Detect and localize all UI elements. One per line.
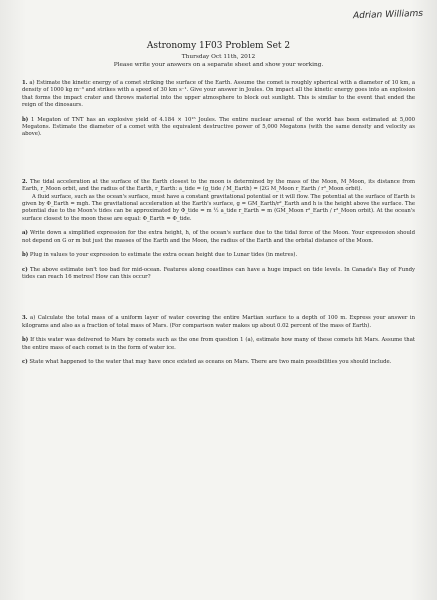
date-line: Thursday Oct 11th, 2012	[181, 54, 256, 60]
question-text: Estimate the kinetic energy of a comet striking the surface of the Earth. Assume the comet is roughly spherical with a diameter of 10 km, a density of 1000 kg m⁻³ and strikes with a speed of 30 km s⁻¹. Give your answer in Joules. On impact all the kinetic energy goes into an explosion that forms the impact crater and throws material into the upper atmosphere to block out sunlight. This is similar to the event that ended the reign of the dinosaurs.	[22, 80, 415, 109]
part-letter: c)	[22, 266, 28, 273]
question-3c	[22, 359, 415, 366]
question-2a	[22, 230, 415, 245]
question-2b	[22, 252, 415, 259]
handwritten-signature: Adrian Williams	[352, 8, 424, 22]
part-letter: a)	[22, 230, 28, 237]
question-1a	[22, 80, 415, 110]
part-letter: a)	[29, 80, 35, 86]
question-text: 1 Megaton of TNT has an explosive yield of 4.184 × 10¹⁵ Joules. The entire nuclear arsenal of the world has been estimated at 5,000 Megatons. Estimate the diameter of a comet with the equivalent destructive power of 5,000 Megatons (with the same density and velocity as above).	[22, 116, 415, 138]
question-text: Calculate the total mass of a uniform layer of water covering the entire Martian surface to a depth of 100 m. Express your answer in kilograms and also as a fraction of total mass of Mars. (For comparison water makes up about 0.02 percent of the mass of Earth).	[22, 315, 416, 329]
question-2-fluid	[22, 194, 415, 224]
question-text: Write down a simplified expression for the extra height, h, of the ocean's surface due to the tidal force of the Moon. Your expression should not depend on G or m but just the masses of the Earth and the Moon, the radius of the Earth and the orbital distance of the Moon.	[22, 230, 415, 244]
page-title: Astronomy 1F03 Problem Set 2	[146, 41, 291, 51]
question-number: 3.	[22, 315, 28, 322]
questions-body	[22, 80, 415, 366]
part-letter: b)	[22, 337, 29, 344]
question-text: Plug in values to your expression to estimate the extra ocean height due to Lunar tides (in metres).	[29, 252, 298, 259]
document-header	[0, 40, 437, 69]
question-2-intro	[22, 179, 415, 194]
question-text: A fluid surface, such as the ocean's surface, must have a constant gravitational potential or it will flow. The potential at the surface of Earth is given by Φ_Earth = mgh. The gravitational acceleration at the Earth's surface, g = GM_Earth/r²_Earth and h is the height above the surface. The potential due to the Moon's tides can be approximated by Φ_tide = m ½ a_tide r_Earth = m (GM_Moon r²_Earth / r³_Moon orbit). At the ocean's surface closest to the moon these are equal: Φ_Earth = Φ_tide.	[22, 193, 415, 222]
part-letter: b)	[22, 252, 29, 259]
part-letter: b)	[22, 116, 29, 123]
part-letter: c)	[22, 358, 28, 365]
part-letter: a)	[30, 315, 36, 322]
instructions-line: Please write your answers on a separate sheet and show your working.	[113, 62, 324, 68]
question-text: State what happened to the water that may have once existed as oceans on Mars. There are two main possibilities you should include.	[29, 358, 392, 365]
question-number: 2.	[22, 178, 28, 185]
question-number: 1.	[22, 80, 28, 86]
question-text: The above estimate isn't too bad for mid-ocean. Features along coastlines can have a huge impact on tide levels. In Canada's Bay of Fundy tides can reach 16 metres! How can this occur?	[22, 266, 415, 280]
question-2c	[22, 267, 415, 282]
question-3a	[22, 315, 415, 330]
question-text: If this water was delivered to Mars by comets such as the one from question 1 (a), estimate how many of these comets hit Mars. Assume that the entire mass of each comet is in the form of water ice.	[22, 337, 415, 351]
question-3b	[22, 337, 415, 352]
question-1b	[22, 117, 415, 139]
question-text: The tidal acceleration at the surface of the Earth closest to the moon is determined by the mass of the Moon, M_Moon, its distance from Earth, r_Moon orbit, and the radius of the Earth, r_Earth: a_tide = (g_tide / M_Earth) = (2G M_Moon r_Earth / r³_Moon orbit).	[22, 178, 415, 193]
